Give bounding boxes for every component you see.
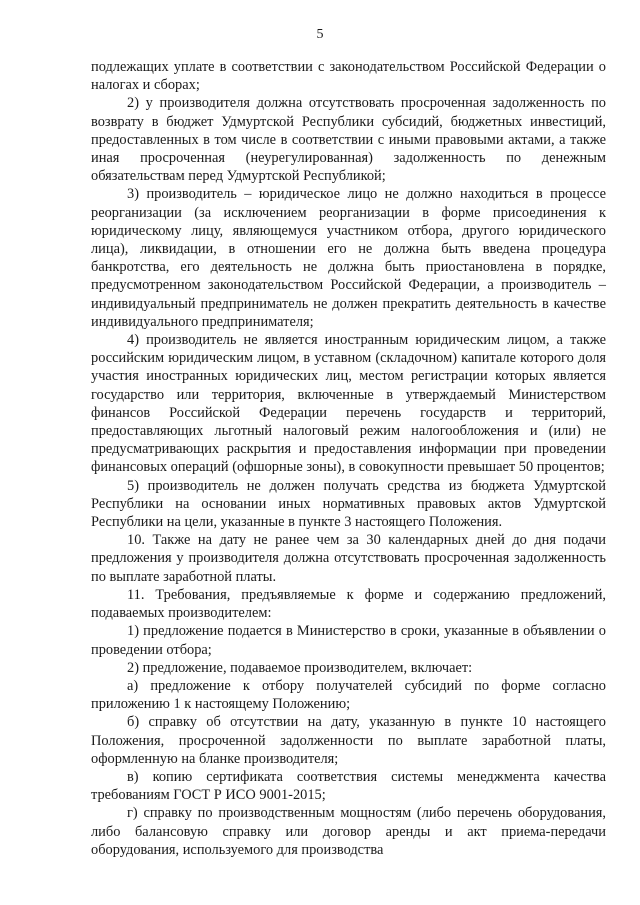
paragraph-item-2-debt: 2) у производителя должна отсутствовать просроченная задолженность по возврату в бюджет Удмуртской Республики субсидий, бюджетных инвестиций, предоставленных в том числе в соответствии с иными правовыми актами, а также иная просроченная (неурегулированная) задолженность по денежным обязательствам перед Удмуртской Республикой; — [91, 95, 606, 185]
paragraph-clause-10: 10. Также на дату не ранее чем за 30 календарных дней до дня подачи предложения у производителя должна отсутствовать просроченная задолженность по выплате заработной платы. — [91, 532, 606, 585]
paragraph-subitem-b: б) справку об отсутствии на дату, указанную в пункте 10 настоящего Положения, просроченной задолженности по выплате заработной платы, оформленную на бланке производителя; — [91, 714, 606, 767]
paragraph-item-4-foreign-entity: 4) производитель не является иностранным юридическим лицом, а также российским юридическим лицом, в уставном (складочном) капитале которого доля участия иностранных юридических лиц, местом регистрации которых является государство или территория, включенные в утверждаемый Министерством финансов Российской Федерации перечень государств и территорий, предоставляющих льготный налоговый режим налогообложения и (или) не предусматривающих раскрытия и предоставления информации при проведении финансовых операций (офшорные зоны), в совокупности превышает 50 процентов; — [91, 332, 606, 476]
paragraph-clause-11: 11. Требования, предъявляемые к форме и содержанию предложений, подаваемых производителем: — [91, 586, 606, 622]
paragraph-subitem-a: а) предложение к отбору получателей субсидий по форме согласно приложению 1 к настоящему Положению; — [91, 677, 606, 713]
paragraph-continuation: подлежащих уплате в соответствии с законодательством Российской Федерации о налогах и сборах; — [91, 59, 606, 94]
paragraph-clause-11-item-1: 1) предложение подается в Министерство в сроки, указанные в объявлении о проведении отбора; — [91, 623, 606, 658]
paragraph-subitem-g: г) справку по производственным мощностям (либо перечень оборудования, либо балансовую справку или договор аренды и акт приема-передачи оборудования, используемого для производства — [91, 805, 606, 858]
paragraph-clause-11-item-2: 2) предложение, подаваемое производителем, включает: — [127, 659, 473, 676]
paragraph-item-3-reorganization: 3) производитель – юридическое лицо не должно находиться в процессе реорганизации (за исключением реорганизации в форме присоединения к юридическому лицу, являющемуся участником отбора, другого юридического лица), ликвидации, в отношении его не должна быть введена процедура банкротства, его деятельность не должна быть приостановлена в порядке, предусмотренном законодательством Российской Федерации, а производитель – индивидуальный предприниматель не должен прекратить деятельность в качестве индивидуального предпринимателя; — [91, 186, 606, 330]
document-body — [91, 58, 606, 859]
page-number: 5 — [316, 27, 324, 42]
paragraph-subitem-v: в) копию сертификата соответствия системы менеджмента качества требованиям ГОСТ Р ИСО 9001-2015; — [91, 768, 606, 804]
paragraph-item-5-funding: 5) производитель не должен получать средства из бюджета Удмуртской Республики на основании иных нормативных правовых актов Удмуртской Республики на цели, указанные в пункте 3 настоящего Положения. — [91, 477, 606, 531]
